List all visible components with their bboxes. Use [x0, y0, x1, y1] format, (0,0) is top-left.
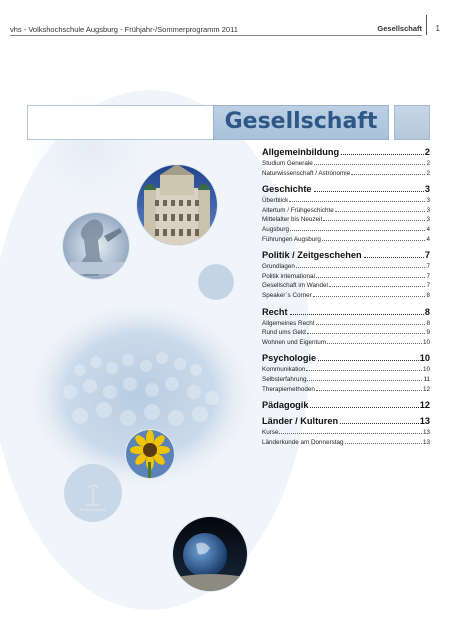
- toc-entry[interactable]: Überblick 3: [262, 197, 430, 205]
- toc-entry[interactable]: Rund ums Geld 9: [262, 329, 430, 337]
- toc-entry[interactable]: Länderkunde am Donnerstag 13: [262, 438, 430, 446]
- toc-entry[interactable]: Wohnen und Eigentum 10: [262, 338, 430, 346]
- page-title: Gesellschaft: [224, 109, 378, 134]
- toc-entry[interactable]: Selbsterfahrung 11: [262, 375, 430, 383]
- toc-entry[interactable]: Naturwissenschaft / Astronomie 2: [262, 169, 430, 177]
- toc-section: [262, 353, 430, 394]
- toc-section-heading[interactable]: Politik / Zeitgeschehen 7: [262, 250, 430, 261]
- header-rule: [10, 35, 422, 36]
- toc-section: [262, 416, 430, 447]
- toc-entry[interactable]: Grundlagen 7: [262, 263, 430, 271]
- toc-section: [262, 400, 430, 410]
- header-section: Gesellschaft: [377, 24, 422, 33]
- toc-section: [262, 250, 430, 300]
- title-banner-accent: [394, 105, 430, 140]
- header-publication: vhs - Volkshochschule Augsburg - Frühjahr-/Sommerprogramm 2011: [10, 25, 238, 34]
- toc-entry[interactable]: Kommunikation 10: [262, 366, 430, 374]
- toc-section: [262, 307, 430, 348]
- toc-entry[interactable]: Speaker´s Corner 8: [262, 291, 430, 299]
- header-page-number: 1: [435, 24, 440, 33]
- toc-entry[interactable]: Kurse 13: [262, 429, 430, 437]
- toc-section-heading[interactable]: Psychologie 10: [262, 353, 430, 364]
- title-banner: [213, 105, 389, 140]
- toc-section-heading[interactable]: Länder / Kulturen 13: [262, 416, 430, 427]
- toc-section: [262, 147, 430, 178]
- toc-entry[interactable]: Politik international 7: [262, 272, 430, 280]
- page-header: [0, 0, 452, 36]
- table-of-contents: [262, 147, 430, 453]
- toc-entry[interactable]: Augsburg 4: [262, 225, 430, 233]
- toc-section-heading[interactable]: Recht 8: [262, 306, 430, 317]
- toc-section-heading[interactable]: Geschichte 3: [262, 184, 430, 195]
- toc-section-heading[interactable]: Pädagogik 12: [262, 400, 430, 411]
- toc-entry[interactable]: Therapiemethoden 12: [262, 385, 430, 393]
- toc-entry[interactable]: Altertum / Frühgeschichte 3: [262, 206, 430, 214]
- toc-entry[interactable]: Studium Generale 2: [262, 160, 430, 167]
- toc-section-heading[interactable]: Allgemeinbildung 2: [262, 147, 430, 157]
- toc-entry[interactable]: Gesellschaft im Wandel 7: [262, 282, 430, 290]
- title-banner-outline: [27, 105, 214, 140]
- toc-entry[interactable]: Mittelalter bis Neuzeit 3: [262, 216, 430, 224]
- toc-entry[interactable]: Führungen Augsburg 4: [262, 235, 430, 243]
- header-divider: [426, 15, 427, 35]
- toc-section: [262, 184, 430, 244]
- toc-entry[interactable]: Allgemeines Recht 8: [262, 319, 430, 327]
